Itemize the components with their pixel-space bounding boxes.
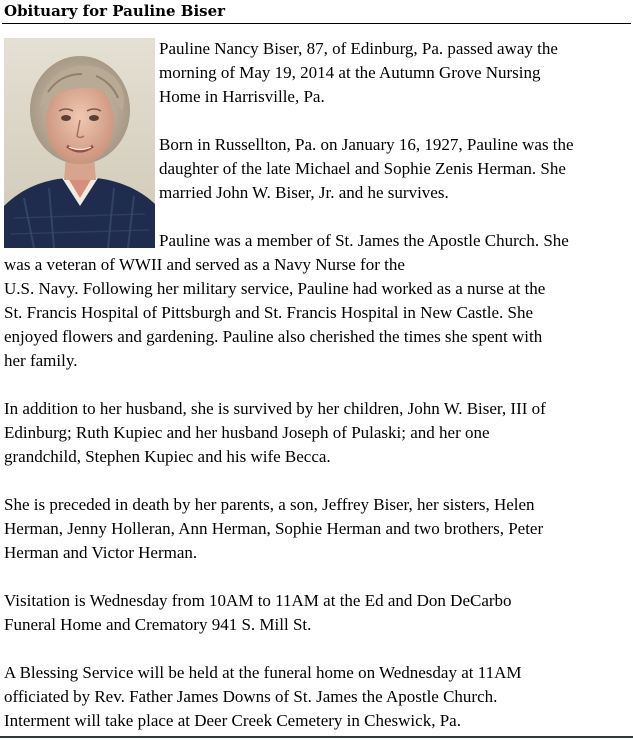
- text-line: Funeral Home and Crematory 941 S. Mill St.: [4, 615, 312, 634]
- obituary-body: [4, 37, 631, 733]
- text-line: Visitation is Wednesday from 10AM to 11AM at the Ed and Don DeCarbo: [4, 591, 512, 610]
- paragraph-preceded-in-death: [4, 493, 631, 565]
- paragraph-service-and-interment: [4, 661, 631, 733]
- text-line: Herman, Jenny Holleran, Ann Herman, Sophie Herman and two brothers, Peter: [4, 519, 544, 538]
- portrait-photo-icon: [4, 38, 155, 248]
- text-line: St. Francis Hospital of Pittsburgh and St. Francis Hospital in New Castle. She: [4, 303, 534, 322]
- text-line: In addition to her husband, she is survived by her children, John W. Biser, III of: [4, 399, 546, 418]
- paragraph-visitation: [4, 589, 631, 637]
- text-line: her family.: [4, 351, 78, 370]
- text-line: married John W. Biser, Jr. and he survives.: [159, 183, 449, 202]
- text-line: officiated by Rev. Father James Downs of St. James the Apostle Church.: [4, 687, 498, 706]
- bottom-divider: [0, 736, 633, 738]
- text-line: Edinburg; Ruth Kupiec and her husband Joseph of Pulaski; and her one: [4, 423, 490, 442]
- text-line: Pauline Nancy Biser, 87, of Edinburg, Pa. passed away the: [159, 39, 558, 58]
- text-line: was a veteran of WWII and served as a Navy Nurse for the: [4, 255, 405, 274]
- text-line: A Blessing Service will be held at the funeral home on Wednesday at 11AM: [4, 663, 522, 682]
- text-line: Born in Russellton, Pa. on January 16, 1927, Pauline was the: [159, 135, 574, 154]
- text-line: She is preceded in death by her parents, a son, Jeffrey Biser, her sisters, Helen: [4, 495, 535, 514]
- paragraph-survivors: [4, 397, 631, 469]
- portrait-photo: [4, 38, 155, 248]
- paragraph-life-and-service: [4, 229, 631, 373]
- text-line: grandchild, Stephen Kupiec and his wife Becca.: [4, 447, 331, 466]
- text-line: morning of May 19, 2014 at the Autumn Grove Nursing: [159, 63, 541, 82]
- text-line: enjoyed flowers and gardening. Pauline also cherished the times she spent with: [4, 327, 543, 346]
- text-line: daughter of the late Michael and Sophie Zenis Herman. She: [159, 159, 566, 178]
- text-line: Herman and Victor Herman.: [4, 543, 198, 562]
- text-line: Home in Harrisville, Pa.: [159, 87, 325, 106]
- page-title: Obituary for Pauline Biser: [4, 2, 226, 20]
- text-line: Pauline was a member of St. James the Apostle Church. She: [159, 231, 569, 250]
- text-line: U.S. Navy. Following her military service, Pauline had worked as a nurse at the: [4, 279, 546, 298]
- title-divider: [2, 23, 631, 24]
- text-line: Interment will take place at Deer Creek Cemetery in Cheswick, Pa.: [4, 711, 461, 730]
